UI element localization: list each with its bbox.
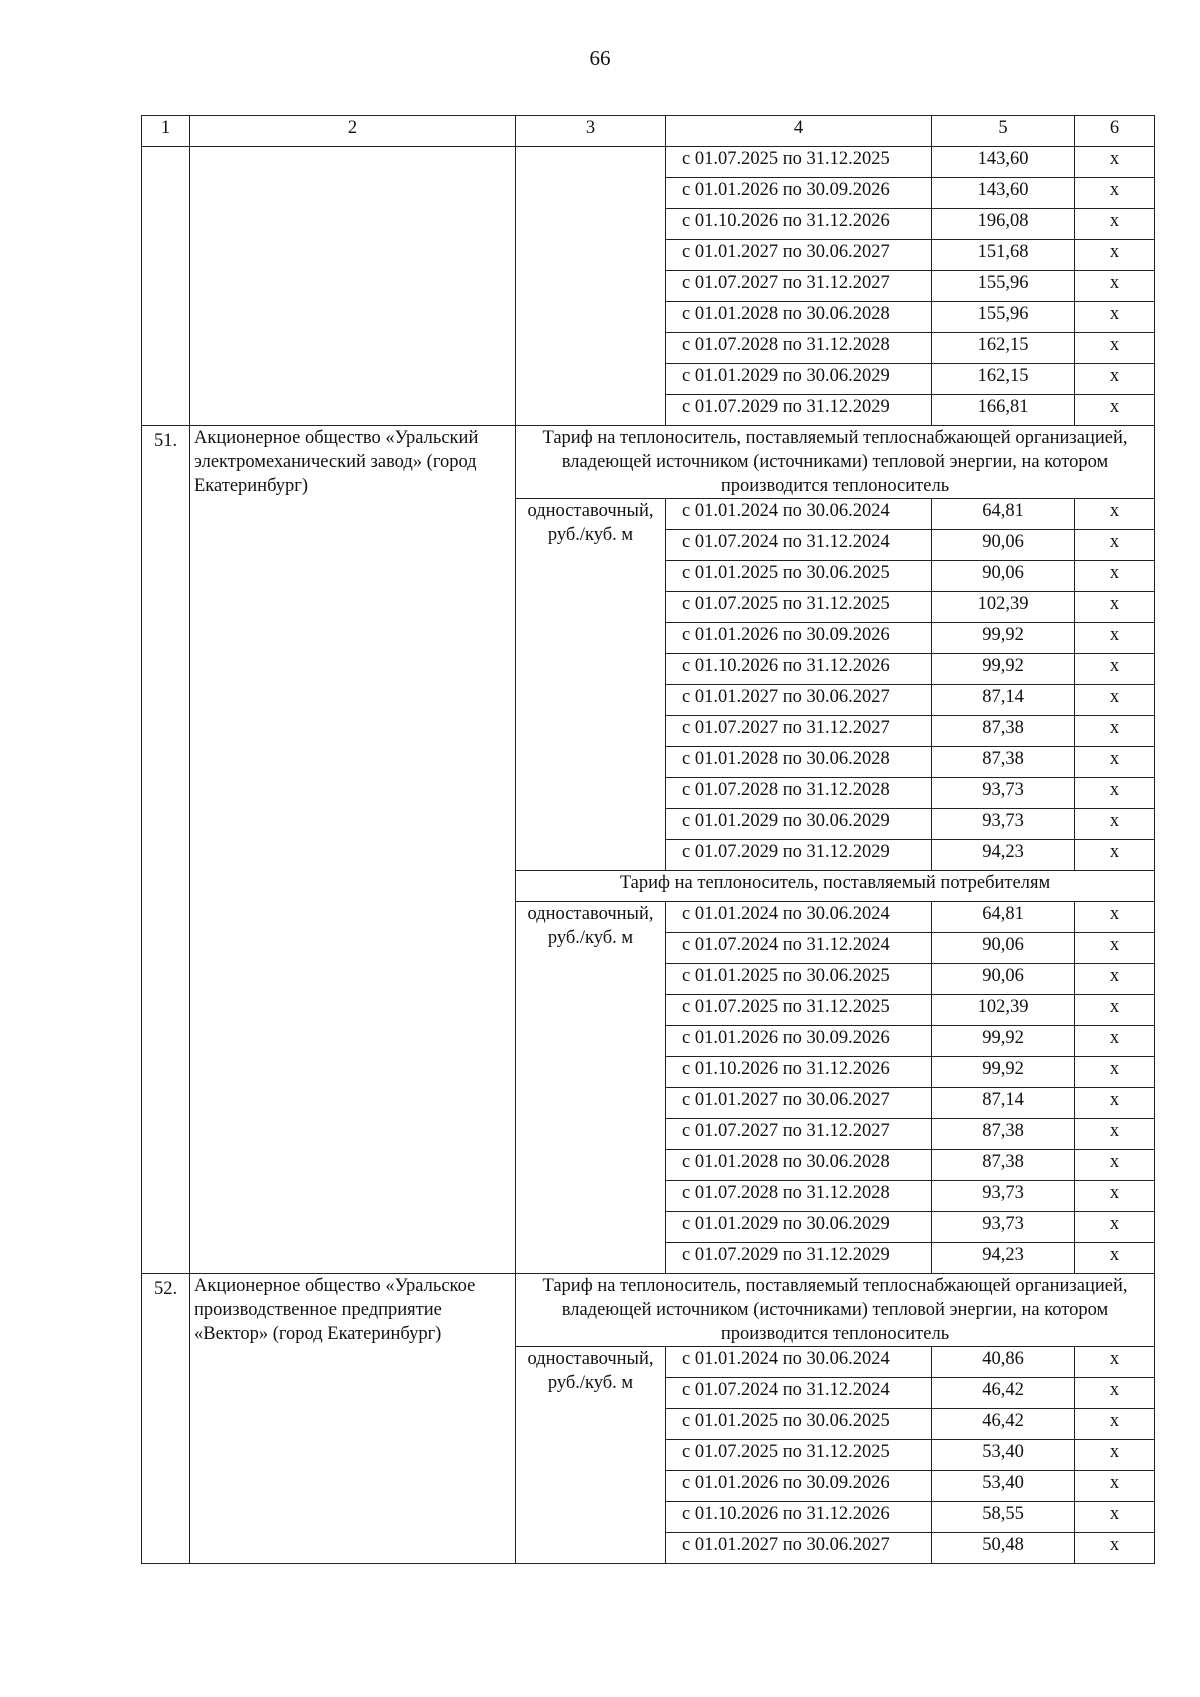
tariff-mark: x (1075, 364, 1155, 395)
table-row (142, 147, 1155, 178)
tariff-mark: x (1075, 809, 1155, 840)
tariff-mark: x (1075, 685, 1155, 716)
tariff-period: с 01.07.2025 по 31.12.2025 (666, 147, 932, 178)
column-header-row (142, 116, 1155, 147)
tariff-period: с 01.07.2024 по 31.12.2024 (666, 933, 932, 964)
tariff-mark: x (1075, 1181, 1155, 1212)
tariff-mark: x (1075, 592, 1155, 623)
section-title: Тариф на теплоноситель, поставляемый теплоснабжающей организацией, владеющей источником (источниками) тепловой энергии, на котором производится теплоноситель (516, 426, 1155, 499)
tariff-period: с 01.10.2026 по 31.12.2026 (666, 1502, 932, 1533)
tariff-period: с 01.01.2027 по 30.06.2027 (666, 240, 932, 271)
tariff-value: 50,48 (932, 1533, 1075, 1564)
tariff-value: 102,39 (932, 592, 1075, 623)
tariff-value: 87,38 (932, 716, 1075, 747)
tariff-value: 143,60 (932, 178, 1075, 209)
tariff-value: 102,39 (932, 995, 1075, 1026)
tariff-mark: x (1075, 747, 1155, 778)
page-number: 66 (589, 46, 611, 70)
tariff-mark: x (1075, 1088, 1155, 1119)
tariff-value: 87,14 (932, 685, 1075, 716)
tariff-mark: x (1075, 178, 1155, 209)
tariff-mark: x (1075, 1057, 1155, 1088)
tariff-period: с 01.07.2027 по 31.12.2027 (666, 1119, 932, 1150)
tariff-period: с 01.01.2029 по 30.06.2029 (666, 809, 932, 840)
tariff-period: с 01.07.2028 по 31.12.2028 (666, 778, 932, 809)
tariff-mark: x (1075, 1150, 1155, 1181)
tariff-period: с 01.01.2027 по 30.06.2027 (666, 685, 932, 716)
tariff-period: с 01.07.2028 по 31.12.2028 (666, 1181, 932, 1212)
tariff-value: 99,92 (932, 654, 1075, 685)
organization-number: 51. (142, 426, 190, 1274)
unit-cell-empty (516, 147, 666, 426)
number-cell-empty (142, 147, 190, 426)
tariff-period: с 01.07.2029 по 31.12.2029 (666, 840, 932, 871)
section-title: Тариф на теплоноситель, поставляемый теплоснабжающей организацией, владеющей источником (источниками) тепловой энергии, на котором производится теплоноситель (516, 1274, 1155, 1347)
tariff-period: с 01.01.2027 по 30.06.2027 (666, 1533, 932, 1564)
tariff-period: с 01.01.2029 по 30.06.2029 (666, 1212, 932, 1243)
tariff-period: с 01.01.2024 по 30.06.2024 (666, 902, 932, 933)
tariff-mark: x (1075, 716, 1155, 747)
tariff-value: 90,06 (932, 933, 1075, 964)
tariff-value: 155,96 (932, 271, 1075, 302)
tariff-value: 143,60 (932, 147, 1075, 178)
tariff-value: 93,73 (932, 778, 1075, 809)
tariff-value: 46,42 (932, 1378, 1075, 1409)
tariff-mark: x (1075, 623, 1155, 654)
tariff-mark: x (1075, 240, 1155, 271)
section-title-row (142, 1274, 1155, 1347)
tariff-mark: x (1075, 1409, 1155, 1440)
tariff-period: с 01.01.2024 по 30.06.2024 (666, 1347, 932, 1378)
tariff-period: с 01.07.2029 по 31.12.2029 (666, 1243, 932, 1274)
tariff-period: с 01.07.2024 по 31.12.2024 (666, 530, 932, 561)
tariff-period: с 01.01.2028 по 30.06.2028 (666, 747, 932, 778)
tariff-value: 94,23 (932, 840, 1075, 871)
organization-cell-empty (190, 147, 516, 426)
tariff-mark: x (1075, 530, 1155, 561)
tariff-period: с 01.01.2025 по 30.06.2025 (666, 561, 932, 592)
tariff-period: с 01.07.2025 по 31.12.2025 (666, 995, 932, 1026)
tariff-value: 64,81 (932, 902, 1075, 933)
tariff-mark: x (1075, 1212, 1155, 1243)
tariff-value: 87,38 (932, 747, 1075, 778)
tariff-value: 53,40 (932, 1440, 1075, 1471)
tariff-mark: x (1075, 654, 1155, 685)
unit-cell: одноставочный, руб./куб. м (516, 1347, 666, 1564)
tariff-mark: x (1075, 1347, 1155, 1378)
tariff-value: 155,96 (932, 302, 1075, 333)
tariff-mark: x (1075, 778, 1155, 809)
tariff-period: с 01.01.2028 по 30.06.2028 (666, 302, 932, 333)
tariff-mark: x (1075, 561, 1155, 592)
tariff-period: с 01.07.2025 по 31.12.2025 (666, 1440, 932, 1471)
tariff-value: 53,40 (932, 1471, 1075, 1502)
section-title-row (142, 426, 1155, 499)
tariff-value: 99,92 (932, 1057, 1075, 1088)
column-header: 4 (666, 116, 932, 147)
tariff-mark: x (1075, 1502, 1155, 1533)
tariff-value: 166,81 (932, 395, 1075, 426)
tariff-period: с 01.10.2026 по 31.12.2026 (666, 654, 932, 685)
column-header: 6 (1075, 116, 1155, 147)
tariff-period: с 01.01.2026 по 30.09.2026 (666, 178, 932, 209)
tariff-value: 90,06 (932, 530, 1075, 561)
tariff-period: с 01.07.2027 по 31.12.2027 (666, 271, 932, 302)
organization-number: 52. (142, 1274, 190, 1564)
tariff-mark: x (1075, 1119, 1155, 1150)
tariff-mark: x (1075, 1378, 1155, 1409)
tariff-period: с 01.01.2027 по 30.06.2027 (666, 1088, 932, 1119)
tariff-period: с 01.01.2026 по 30.09.2026 (666, 1471, 932, 1502)
tariff-period: с 01.07.2029 по 31.12.2029 (666, 395, 932, 426)
tariff-value: 64,81 (932, 499, 1075, 530)
tariff-value: 90,06 (932, 561, 1075, 592)
tariff-mark: x (1075, 1533, 1155, 1564)
organization-name: Акционерное общество «Уральский электромеханический завод» (город Екатеринбург) (190, 426, 516, 1274)
tariff-period: с 01.01.2026 по 30.09.2026 (666, 1026, 932, 1057)
tariff-period: с 01.10.2026 по 31.12.2026 (666, 209, 932, 240)
tariff-table-body (142, 116, 1155, 1564)
tariff-value: 196,08 (932, 209, 1075, 240)
tariff-period: с 01.07.2024 по 31.12.2024 (666, 1378, 932, 1409)
tariff-value: 99,92 (932, 1026, 1075, 1057)
tariff-value: 87,38 (932, 1150, 1075, 1181)
tariff-value: 40,86 (932, 1347, 1075, 1378)
tariff-period: с 01.01.2029 по 30.06.2029 (666, 364, 932, 395)
tariff-mark: x (1075, 499, 1155, 530)
tariff-value: 94,23 (932, 1243, 1075, 1274)
tariff-value: 162,15 (932, 364, 1075, 395)
column-header: 5 (932, 116, 1075, 147)
tariff-mark: x (1075, 209, 1155, 240)
tariff-mark: x (1075, 333, 1155, 364)
tariff-value: 99,92 (932, 623, 1075, 654)
tariff-period: с 01.01.2024 по 30.06.2024 (666, 499, 932, 530)
tariff-value: 93,73 (932, 1181, 1075, 1212)
tariff-period: с 01.01.2026 по 30.09.2026 (666, 623, 932, 654)
tariff-table (141, 115, 1155, 1564)
tariff-period: с 01.07.2025 по 31.12.2025 (666, 592, 932, 623)
tariff-mark: x (1075, 840, 1155, 871)
tariff-period: с 01.01.2028 по 30.06.2028 (666, 1150, 932, 1181)
tariff-period: с 01.07.2028 по 31.12.2028 (666, 333, 932, 364)
tariff-value: 151,68 (932, 240, 1075, 271)
column-header: 3 (516, 116, 666, 147)
tariff-value: 87,38 (932, 1119, 1075, 1150)
organization-name: Акционерное общество «Уральское производственное предприятие «Вектор» (город Екатеринбург) (190, 1274, 516, 1564)
tariff-mark: x (1075, 933, 1155, 964)
tariff-mark: x (1075, 1440, 1155, 1471)
tariff-value: 46,42 (932, 1409, 1075, 1440)
tariff-mark: x (1075, 395, 1155, 426)
tariff-value: 58,55 (932, 1502, 1075, 1533)
tariff-mark: x (1075, 1471, 1155, 1502)
tariff-mark: x (1075, 964, 1155, 995)
column-header: 2 (190, 116, 516, 147)
tariff-value: 93,73 (932, 1212, 1075, 1243)
tariff-period: с 01.01.2025 по 30.06.2025 (666, 1409, 932, 1440)
column-header: 1 (142, 116, 190, 147)
tariff-mark: x (1075, 1026, 1155, 1057)
tariff-value: 90,06 (932, 964, 1075, 995)
unit-cell: одноставочный, руб./куб. м (516, 902, 666, 1274)
tariff-mark: x (1075, 995, 1155, 1026)
tariff-mark: x (1075, 902, 1155, 933)
tariff-period: с 01.07.2027 по 31.12.2027 (666, 716, 932, 747)
tariff-value: 162,15 (932, 333, 1075, 364)
tariff-value: 93,73 (932, 809, 1075, 840)
tariff-period: с 01.01.2025 по 30.06.2025 (666, 964, 932, 995)
unit-cell: одноставочный, руб./куб. м (516, 499, 666, 871)
tariff-mark: x (1075, 147, 1155, 178)
tariff-mark: x (1075, 302, 1155, 333)
section-title: Тариф на теплоноситель, поставляемый потребителям (516, 871, 1155, 902)
tariff-mark: x (1075, 1243, 1155, 1274)
tariff-value: 87,14 (932, 1088, 1075, 1119)
tariff-period: с 01.10.2026 по 31.12.2026 (666, 1057, 932, 1088)
tariff-mark: x (1075, 271, 1155, 302)
